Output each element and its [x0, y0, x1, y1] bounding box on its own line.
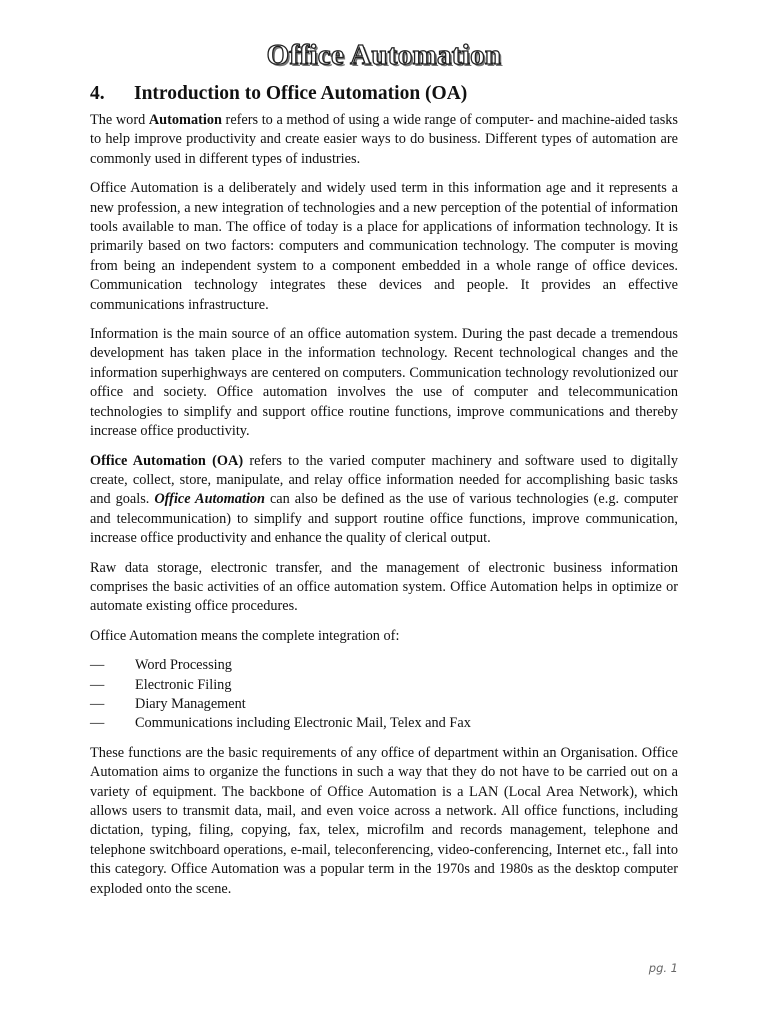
paragraph-information-age: Office Automation is a deliberately and widely used term in this information age and it represents a new profession, a new integration of technologies and a new perception of the potential of information tools available to man. The office of today is a place for applications of information technology. It is primarily based on two factors: computers and communication technology. The computer is moving from being an independent system to a component embedded in a whole range of office devices. Communication technology integrates these devices and people. It provides an effective communications infrastructure.	[90, 180, 678, 313]
paragraph-integration-intro: Office Automation means the complete integration of:	[90, 627, 400, 644]
document-title: Office Automation	[266, 39, 502, 71]
page-number: pg. 1	[648, 961, 678, 975]
p1-term: Automation	[148, 112, 222, 128]
dash-bullet: —	[90, 657, 105, 674]
dash-bullet: —	[90, 715, 105, 732]
p4-text-1: refers to the varied computer machinery and software used to digitally create, collect, store, manipulate, and relay office information needed for accomplishing basic tasks and goals.	[90, 452, 678, 508]
p1-rest: refers to a method of using a wide range of computer- and machine-aided tasks to help improve productivity and create easier ways to do business. Different types of automation are commonly used in different types of industries.	[90, 112, 679, 167]
p4-term-italic: Office Automation	[154, 491, 265, 508]
paragraph-information-source: Information is the main source of an office automation system. During the past decade a tremendous development has taken place in the information technology. Recent technological changes and the information superhighways are centered on computers. Communication technology revolutionized our office and society. Office automation involves the use of computer and telecommunication technologies to simplify and support office routine functions, improve communications and thereby increase office productivity.	[90, 326, 678, 440]
list-item: — Diary Management	[90, 695, 678, 714]
dash-bullet: —	[90, 695, 105, 712]
dash-bullet: —	[90, 676, 105, 693]
list-item: — Word Processing	[90, 656, 678, 675]
section-heading	[90, 82, 467, 106]
paragraph-oa-definition	[90, 452, 678, 549]
list-item: — Electronic Filing	[90, 676, 678, 695]
body-content	[90, 111, 678, 909]
section-title: Introduction to Office Automation (OA)	[134, 83, 468, 104]
section-number: 4.	[90, 83, 105, 104]
p1-lead: The word	[90, 112, 149, 128]
list-item: — Communications including Electronic Mail, Telex and Fax	[90, 714, 678, 733]
paragraph-automation-definition	[90, 111, 678, 169]
paragraph-basic-activities: Raw data storage, electronic transfer, and the management of electronic business information comprises the basic activities of an office automation system. Office Automation helps in optimize or automate existing office procedures.	[90, 559, 678, 615]
p4-term: Office Automation (OA)	[90, 452, 244, 469]
p4-text-2: can also be defined as the use of various technologies (e.g. computer and telecommunication) to simplify and support routine office functions, improve communication, increase office productivity and enhance the quality of clerical output.	[90, 491, 679, 547]
paragraph-functions: These functions are the basic requirements of any office of department within an Organisation. Office Automation aims to organize the functions in such a way that they do not have to be carried out on a variety of equipment. The backbone of Office Automation is a LAN (Local Area Network), which allows users to transmit data, mail, and even voice across a network. All office functions, including dictation, typing, filing, copying, fax, telex, microfilm and records management, telephone and telephone switchboard operations, e-mail, teleconferencing, video-conferencing, Internet etc., fall into this category. Office Automation was a popular term in the 1970s and 1980s as the desktop computer exploded onto the scene.	[90, 744, 678, 897]
integration-list	[90, 656, 678, 734]
